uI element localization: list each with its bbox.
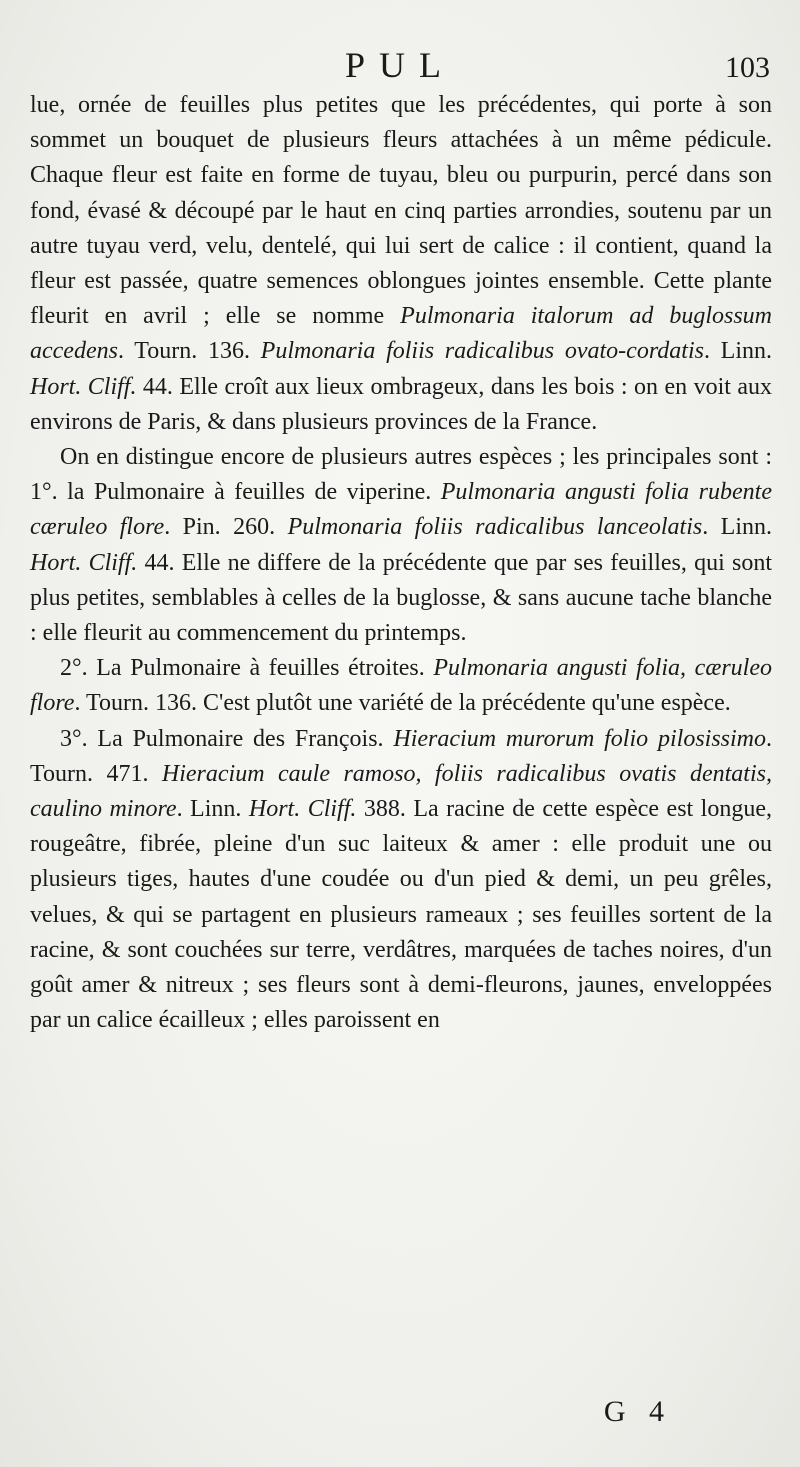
- latin-name-text: Hort. Cliff.: [30, 373, 137, 400]
- text-run: . Tourn. 471.: [30, 725, 773, 787]
- running-head: PUL: [344, 45, 455, 85]
- text-run: . Tourn. 136. C'est plutôt une variété de la précédente qu'une espèce.: [74, 690, 731, 717]
- page-header: [0, 40, 800, 90]
- text-run: . Linn.: [702, 514, 773, 541]
- text-run: . Pin. 260.: [164, 514, 288, 541]
- latin-name-text: Hieracium murorum folio pilosissimo: [393, 725, 767, 752]
- latin-name-text: Hort. Cliff.: [30, 549, 138, 576]
- text-run: lue, ornée de feuilles plus petites que les précédentes, qui porte à son sommet un bouquet de plusieurs fleurs attachées à un même pédicule. Chaque fleur est faite en forme de tuyau, bleu ou purpurin, percé dans son fond, évasé & découpé par le haut en cinq parties arrondies, soutenu par un autre tuyau verd, velu, dentelé, qui lui sert de calice : il contient, quand la fleur est passée, quatre semences oblongues jointes ensemble. Cette plante fleurit en avril ; elle se nomme: [30, 92, 772, 330]
- latin-name-text: Pulmonaria angusti folia rubente cæruleo flore: [30, 479, 772, 541]
- latin-name-text: Pulmonaria angusti folia, cæruleo flore: [30, 655, 773, 717]
- latin-name-text: Hieracium caule ramoso, foliis radicalibus ovatis dentatis, caulino minore: [30, 760, 772, 823]
- signature-mark: G 4: [603, 1395, 672, 1428]
- text-run: 2°. La Pulmonaire à feuilles étroites.: [60, 655, 434, 682]
- paragraph: [30, 651, 772, 721]
- text-run: 44. Elle ne differe de la précédente que par ses feuilles, qui sont plus petites, semblables à celles de la buglosse, & sans aucune tache blanche : elle fleurit au commencement du printemps.: [30, 549, 772, 647]
- text-run: . Linn.: [703, 338, 773, 365]
- text-run: On en distingue encore de plusieurs autres espèces ; les principales sont : 1°. la Pulmonaire à feuilles de viperine.: [30, 444, 772, 506]
- text-run: . Linn.: [176, 796, 249, 823]
- latin-name-text: Hort. Cliff.: [248, 796, 357, 823]
- paragraph: [30, 440, 772, 651]
- text-run: 388. La racine de cette espèce est longue, rougeâtre, fibrée, pleine d'un suc laiteux & amer : elle produit une ou plusieurs tiges, hautes d'une coudée ou d'un pied & demi, un peu grêles, velues, & qui se partagent en plusieurs rameaux ; ses feuilles sortent de la racine, & sont couchées sur terre, verdâtres, marquées de taches noires, d'un goût amer & nitreux ; ses fleurs sont à demi-fleurons, jaunes, enveloppées par un calice écailleux ; elles paroissent en: [30, 796, 773, 1034]
- latin-name-text: Pulmonaria foliis radicalibus lanceolatis: [287, 514, 703, 541]
- latin-name-text: Pulmonaria foliis radicalibus ovato-cordatis: [260, 338, 704, 365]
- latin-name-text: Pulmonaria italorum ad buglossum accedens: [30, 303, 773, 365]
- text-run: 44. Elle croît aux lieux ombrageux, dans les bois : on en voit aux environs de Paris, & dans plusieurs provinces de la France.: [30, 373, 773, 435]
- page-number: 103: [725, 51, 770, 84]
- page-body: [30, 88, 772, 1038]
- paragraph: [30, 722, 772, 1039]
- text-run: . Tourn. 136.: [117, 338, 261, 365]
- text-run: 3°. La Pulmonaire des François.: [60, 725, 394, 752]
- paragraph: [30, 88, 772, 440]
